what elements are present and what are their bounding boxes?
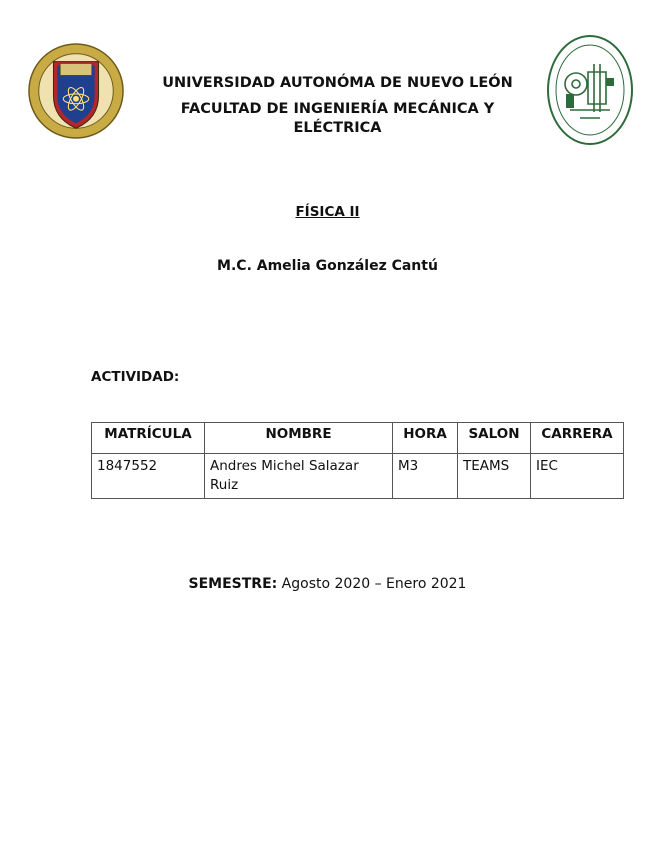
table-row — [92, 454, 624, 499]
header-carrera: CARRERA — [531, 423, 624, 454]
semester-value: Agosto 2020 – Enero 2021 — [277, 576, 467, 592]
subject-title: FÍSICA II — [295, 204, 360, 220]
header-hora: HORA — [393, 423, 458, 454]
header-matricula: MATRÍCULA — [92, 423, 205, 454]
document-header — [140, 74, 535, 145]
cell-salon: TEAMS — [458, 454, 531, 499]
cell-nombre: Andres Michel Salazar Ruiz — [205, 454, 393, 499]
header-salon: SALON — [458, 423, 531, 454]
table-header-row — [92, 423, 624, 454]
faculty-name: FACULTAD DE INGENIERÍA MECÁNICA Y ELÉCTRICA — [180, 101, 495, 136]
university-name: UNIVERSIDAD AUTONÓMA DE NUEVO LEÓN — [162, 75, 513, 91]
semester-label: SEMESTRE: — [188, 576, 278, 592]
activity-label: ACTIVIDAD: — [91, 369, 180, 385]
cell-hora: M3 — [393, 454, 458, 499]
header-nombre: NOMBRE — [205, 423, 393, 454]
semester-line — [0, 576, 655, 592]
student-table — [91, 422, 624, 499]
uanl-seal-icon — [27, 42, 125, 140]
fime-seal-icon — [546, 34, 634, 146]
teacher-name: M.C. Amelia González Cantú — [217, 258, 438, 274]
cell-matricula: 1847552 — [92, 454, 205, 499]
cell-carrera: IEC — [531, 454, 624, 499]
